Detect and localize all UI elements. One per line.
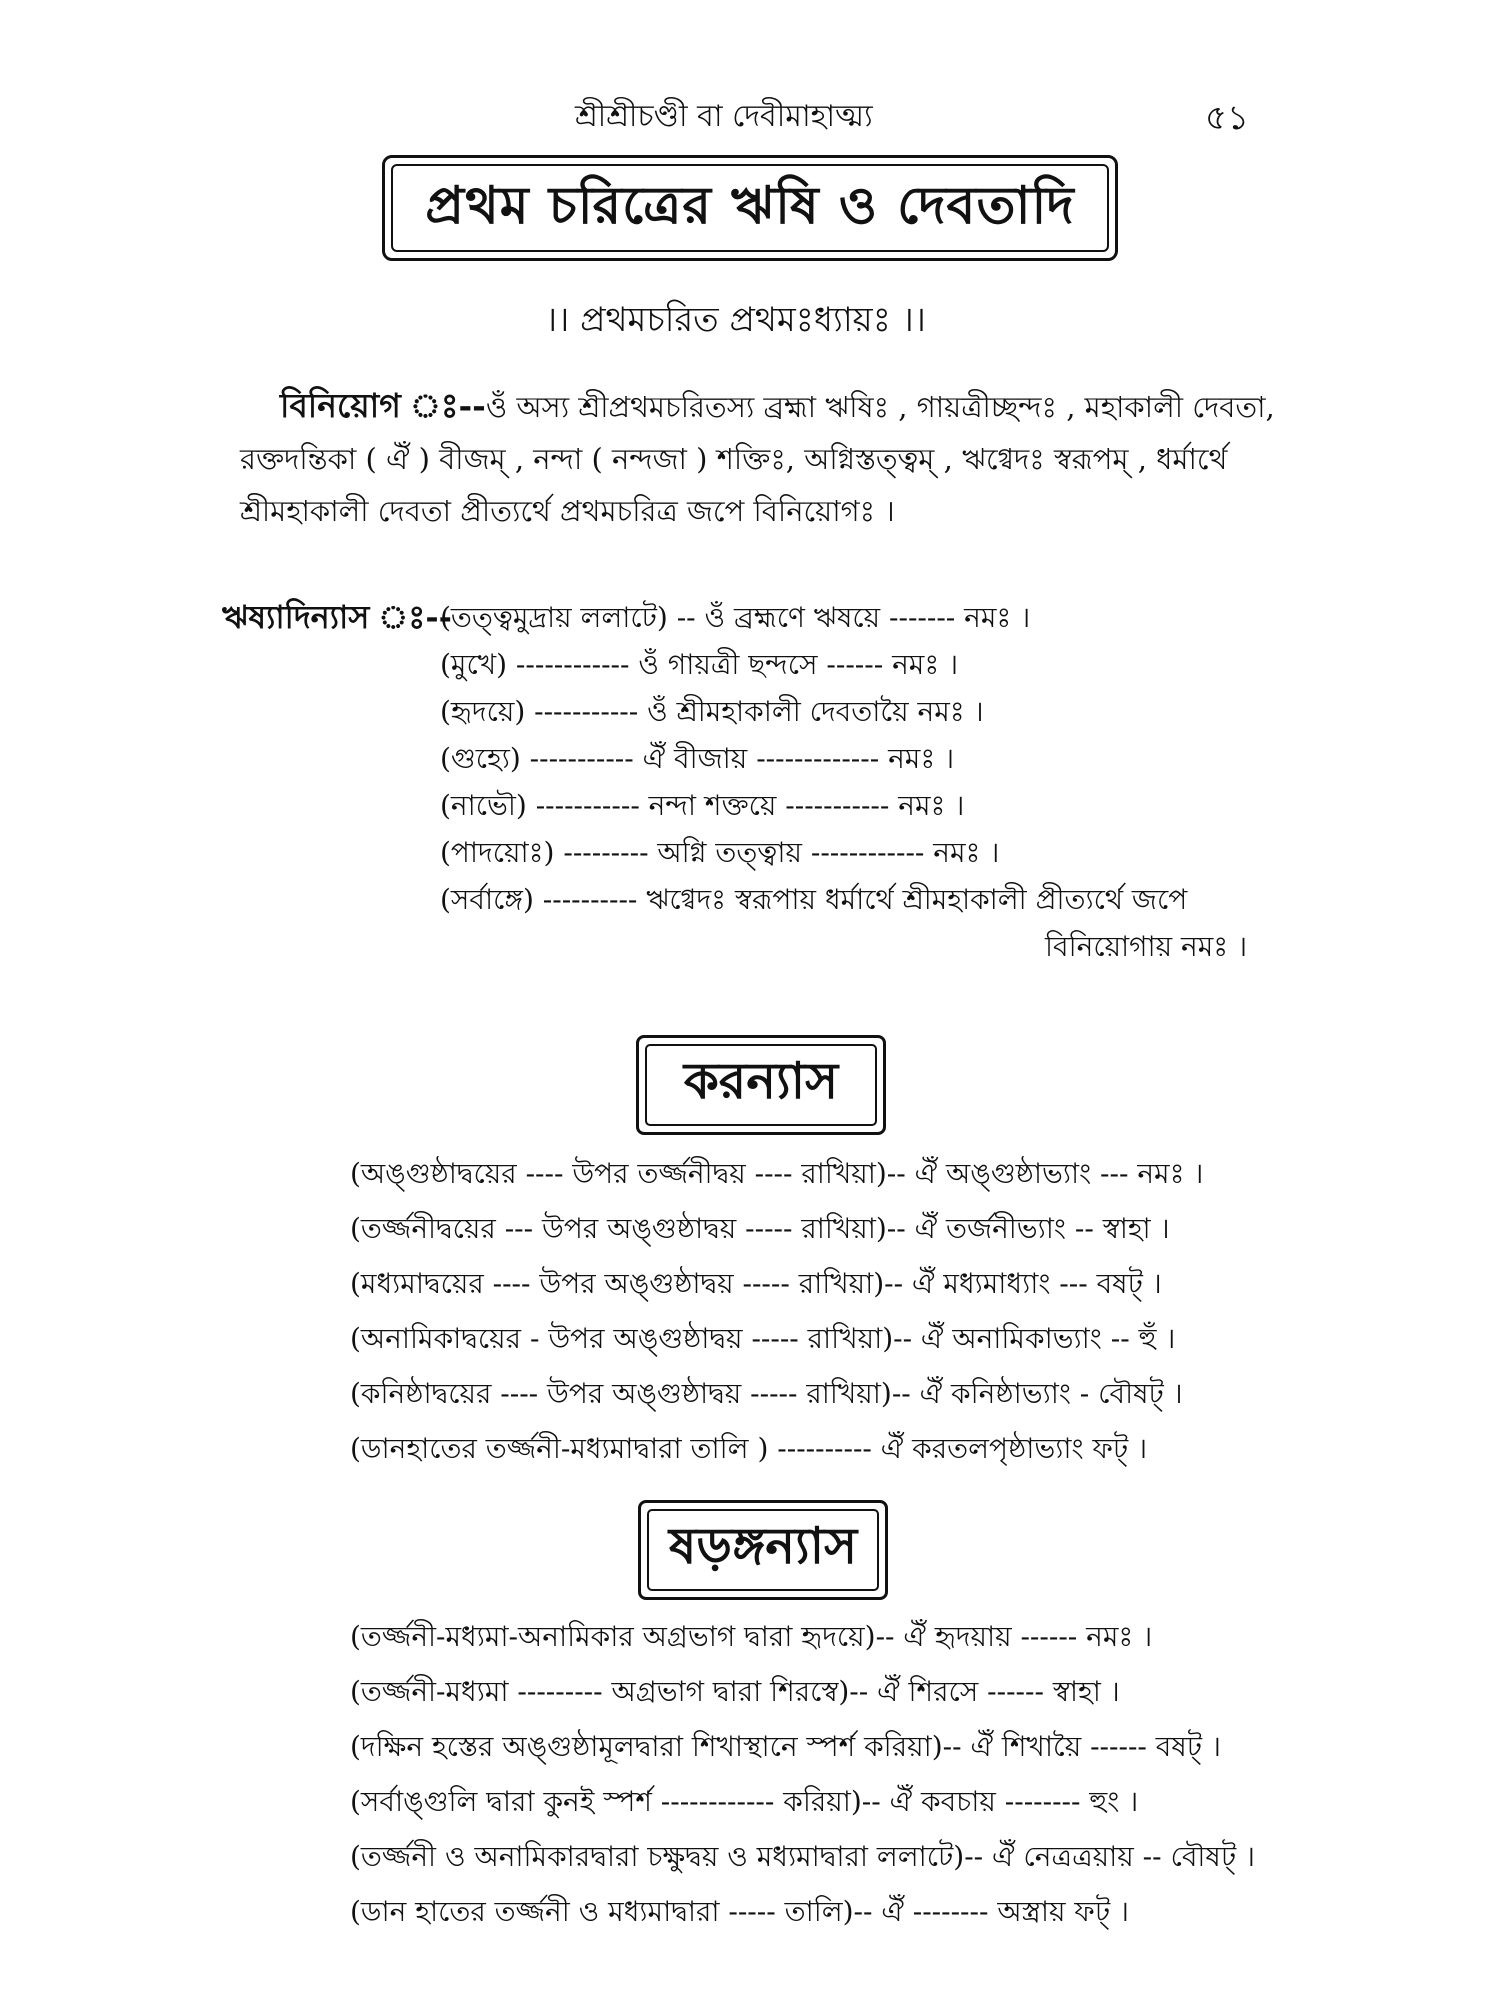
rishyadinyasa-line: (তত্ত্বমুদ্রায় ললাটে) -- ওঁ ব্রহ্মণে ঋষয়ে ------- নমঃ ।: [440, 601, 1031, 634]
chapter-subtitle: ।। প্রথমচরিত প্রথমঃধ্যায়ঃ ।।: [545, 300, 926, 340]
rishyadinyasa-line: (পাদয়োঃ) --------- অগ্নি তত্ত্বায় ------------ নমঃ ।: [440, 836, 1000, 869]
viniyoga-line-3: শ্রীমহাকালী দেবতা প্রীত্যর্থে প্রথমচরিত্র জপে বিনিয়োগঃ ।: [240, 494, 895, 528]
rishyadinyasa-last-line: বিনিয়োগায় নমঃ ।: [1045, 930, 1248, 963]
rishyadinyasa-line: (মুখে) ------------ ওঁ গায়ত্রী ছন্দসে ------ নমঃ ।: [440, 648, 959, 681]
shadanganyasa-row: (ডান হাতের তর্জ্জনী ও মধ্যমাদ্বারা ----- তালি)-- ঐঁ -------- অস্ত্রায় ফট্ ।: [350, 1895, 1129, 1928]
karanyasa-row: (অনামিকাদ্বয়ের - উপর অঙ্গুষ্ঠাদ্বয় ----- রাখিয়া)-- ঐঁ অনামিকাভ্যাং -- হুঁ ।: [350, 1322, 1176, 1355]
karanyasa-row: (কনিষ্ঠাদ্বয়ের ---- উপর অঙ্গুষ্ঠাদ্বয় ----- রাখিয়া)-- ঐঁ কনিষ্ঠাভ্যাং - বৌষট্ ।: [350, 1377, 1183, 1410]
karanyasa-heading: করন্যাস: [683, 1050, 839, 1110]
karanyasa-heading-box: [636, 1035, 886, 1135]
rishyadinyasa-line: (গুহ্যে) ----------- ঐঁ বীজায় ------------- নমঃ ।: [440, 742, 955, 775]
rishyadinyasa-line: (হৃদয়ে) ----------- ওঁ শ্রীমহাকালী দেবতায়ৈ নমঃ ।: [440, 695, 984, 728]
rishyadinyasa-line: (নাভৌ) ----------- নন্দা শক্তয়ে ----------- নমঃ ।: [440, 789, 965, 822]
shadanganyasa-row: (সর্বাঙ্গুলি দ্বারা কুনই স্পর্শ ------------ করিয়া)-- ঐঁ কবচায় -------- হুং ।: [350, 1785, 1139, 1818]
shadanganyasa-row: (দক্ষিন হস্তের অঙ্গুষ্ঠামূলদ্বারা শিখাস্থানে স্পর্শ করিয়া)-- ঐঁ শিখায়ৈ ------ বষট্ ।: [350, 1730, 1221, 1763]
shadanganyasa-heading: ষড়ঙ্গন্যাস: [668, 1515, 858, 1575]
shadanganyasa-row: (তর্জ্জনী-মধ্যমা --------- অগ্রভাগ দ্বারা শিরস্বে)-- ঐঁ শিরসে ------ স্বাহা ।: [350, 1675, 1120, 1708]
page-number: ৫১: [1205, 98, 1250, 138]
chapter-title: প্রথম চরিত্রের ঋষি ও দেবতাদি: [425, 174, 1075, 236]
shadanganyasa-heading-box: [638, 1500, 888, 1600]
karanyasa-row: (ডানহাতের তর্জ্জনী-মধ্যমাদ্বারা তালি ) ---------- ঐঁ করতলপৃষ্ঠাভ্যাং ফট্ ।: [350, 1432, 1148, 1465]
running-header-title: শ্রীশ্রীচণ্ডী বা দেবীমাহাত্ম্য: [575, 99, 873, 134]
viniyoga-line-1: ওঁ অস্য শ্রীপ্রথমচরিতস্য ব্রহ্মা ঋষিঃ , গায়ত্রীচ্ছন্দঃ , মহাকালী দেবতা,: [485, 390, 1275, 424]
viniyoga-line-2: রক্তদন্তিকা ( ঐঁ ) বীজম্ , নন্দা ( নন্দজা ) শক্তিঃ, অগ্নিস্তত্ত্বম্ , ঋগ্বেদঃ স্বরূপম্ , ধর্মার্থে: [240, 442, 1228, 476]
viniyoga-paragraph: [240, 380, 1280, 537]
rishyadinyasa-label: ঋষ্যাদিন্যাস ঃ--: [222, 598, 452, 636]
rishyadinyasa-line: (সর্বাঙ্গে) ---------- ঋগ্বেদঃ স্বরূপায় ধর্মার্থে শ্রীমহাকালী প্রীত্যর্থে জপে: [440, 883, 1188, 916]
chapter-title-box: [382, 155, 1118, 261]
shadanganyasa-row: (তর্জ্জনী ও অনামিকারদ্বারা চক্ষুদ্বয় ও মধ্যমাদ্বারা ললাটে)-- ঐঁ নেত্রত্রয়ায় -- বৌষট্ ।: [350, 1840, 1256, 1873]
karanyasa-row: (মধ্যমাদ্বয়ের ---- উপর অঙ্গুষ্ঠাদ্বয় ----- রাখিয়া)-- ঐঁ মধ্যমাধ্যাং --- বষট্ ।: [350, 1267, 1162, 1300]
karanyasa-row: (তর্জ্জনীদ্বয়ের --- উপর অঙ্গুষ্ঠাদ্বয় ----- রাখিয়া)-- ঐঁ তর্জনীভ্যাং -- স্বাহা ।: [350, 1212, 1170, 1245]
shadanganyasa-row: (তর্জ্জনী-মধ্যমা-অনামিকার অগ্রভাগ দ্বারা হৃদয়ে)-- ঐঁ হৃদয়ায় ------ নমঃ ।: [350, 1620, 1153, 1653]
viniyoga-label: বিনিয়োগ ঃ--: [280, 386, 486, 425]
karanyasa-row: (অঙ্গুষ্ঠাদ্বয়ের ---- উপর তর্জ্জনীদ্বয় ---- রাখিয়া)-- ঐঁ অঙ্গুষ্ঠাভ্যাং --- নমঃ ।: [350, 1157, 1204, 1190]
